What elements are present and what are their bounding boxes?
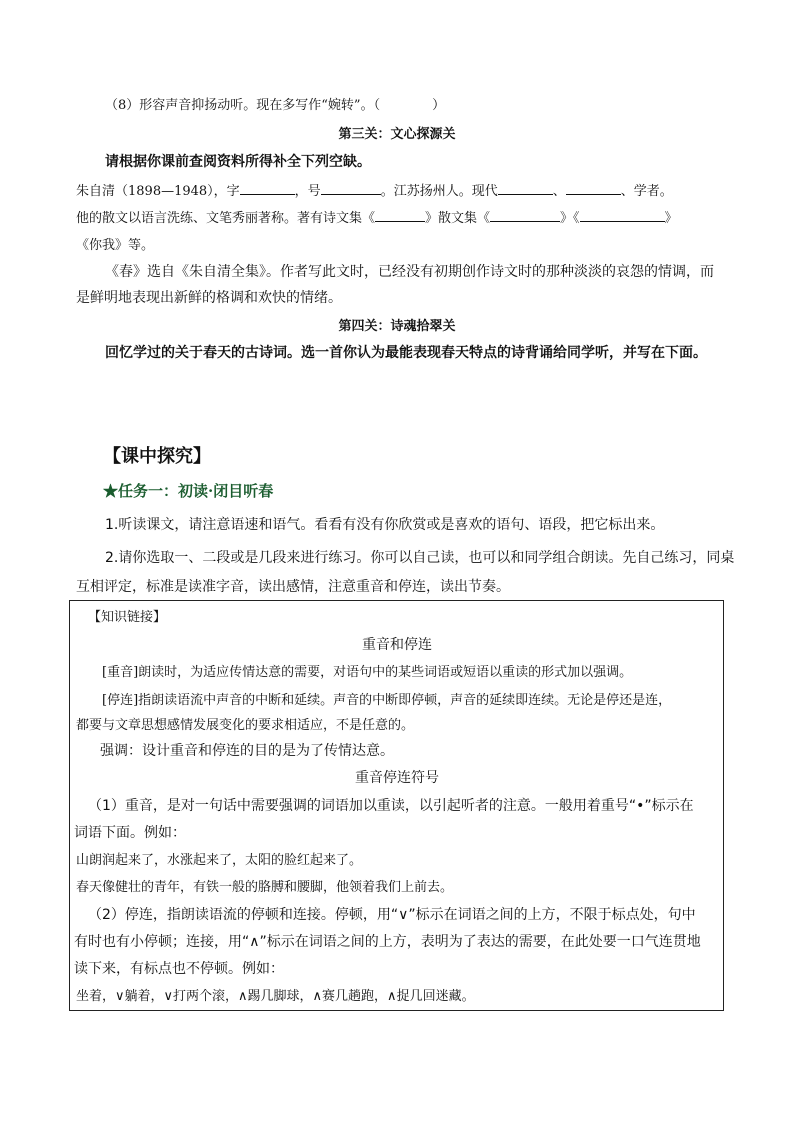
chun-line-1: 《春》选自《朱自清全集》。作者写此文时，已经没有初期创作诗文时的那种淡淡的哀怨的情调，而 <box>105 264 714 280</box>
task-title <box>103 480 273 501</box>
pause-para-line-3: 读下来，有标点也不停顿。例如： <box>74 961 284 977</box>
star-icon: ★ <box>103 482 119 500</box>
example-1: 山朗润起来了，水涨起来了，太阳的脸红起来了。 <box>76 853 363 868</box>
zhu-text-3: 。江苏扬州人。现代 <box>380 184 498 199</box>
level3-title: 第三关：文心探源关 <box>338 127 456 142</box>
zhu-text-2: ，号 <box>294 184 321 199</box>
level3-instruction: 请根据你课前查阅资料所得补全下列空缺。 <box>105 154 371 170</box>
knowledge-title-2: 重音停连符号 <box>355 770 439 786</box>
zhu-text-5: 、学者。 <box>620 184 673 199</box>
pause-para-line-1: （2）停连，指朗读语流的停顿和连接。停顿，用“∨”标示在词语之间的上方，不限于标点处，句中 <box>88 907 696 923</box>
tinglian-definition-line-2: 都要与文章思想感情发展变化的要求相适应，不是任意的。 <box>76 718 415 733</box>
zhu-text-1: 朱自清（1898—1948），字 <box>76 184 240 199</box>
pause-para-line-2: 有时也有小停顿；连接，用“∧”标示在词语之间的上方，表明为了表达的需要，在此处要一口气连贯地 <box>74 934 701 950</box>
section-title: 【课中探究】 <box>103 446 211 467</box>
blank-prose-2[interactable] <box>580 209 665 222</box>
task-title-text: 任务一：初读·闭目听春 <box>118 482 274 500</box>
stress-para-line-2: 词语下面。例如： <box>74 825 186 841</box>
zhu-line-3: 《你我》等。 <box>76 238 155 253</box>
task-para-2-line-2: 互相评定，标准是读准字音，读出感情，注意重音和停连，读出节奏。 <box>76 579 510 595</box>
example-3: 坐着，∨躺着，∨打两个滚，∧踢几脚球，∧赛几趟跑，∧捉几回迷藏。 <box>76 989 475 1004</box>
zhu-l2-text-2: 》散文集《 <box>425 211 491 226</box>
zhu-l2-text-1: 他的散文以语言洗练、文笔秀丽著称。著有诗文集《 <box>76 211 376 226</box>
level4-instruction: 回忆学过的关于春天的古诗词。选一首你认为最能表现春天特点的诗背诵给同学听，并写在下面。 <box>105 345 707 361</box>
tinglian-definition-line-1: [停连]指朗读语流中声音的中断和延续。声音的中断即停顿，声音的延续即连续。无论是停还是连， <box>102 693 672 708</box>
zhu-l2-text-4: 》 <box>664 211 678 226</box>
task-para-2-line-1: 2.请你选取一、二段或是几段来进行练习。你可以自己读，也可以和同学组合朗读。先自己练习，同桌 <box>105 550 735 566</box>
zhongyin-definition: [重音]朗读时，为适应传情达意的需要，对语句中的某些词语或短语以重读的形式加以强调。 <box>102 665 633 680</box>
blank-identity-1[interactable] <box>498 182 553 195</box>
emphasis-text: 强调：设计重音和停连的目的是为了传情达意。 <box>100 743 394 759</box>
blank-prose-1[interactable] <box>490 209 560 222</box>
item-8-close: ） <box>432 98 446 113</box>
level4-title: 第四关：诗魂拾翠关 <box>338 319 456 334</box>
stress-para-line-1: （1）重音，是对一句话中需要强调的词语加以重读，以引起听者的注意。一般用着重号“•”标示在 <box>88 798 694 814</box>
zhu-line-2 <box>76 207 678 226</box>
example-2: 春天像健壮的青年，有铁一般的胳膊和腰脚，他领着我们上前去。 <box>76 880 454 895</box>
zhu-line-1 <box>76 180 673 199</box>
knowledge-header: 【知识链接】 <box>88 610 167 625</box>
zhu-l2-text-3: 》《 <box>560 211 580 226</box>
task-para-1: 1.听读课文，请注意语速和语气。看看有没有你欣赏或是喜欢的语句、语段，把它标出来。 <box>105 517 665 533</box>
knowledge-title-1: 重音和停连 <box>362 637 432 653</box>
item-8-text: （8）形容声音抑扬动听。现在多写作“婉转”。（ <box>105 98 381 113</box>
chun-line-2: 是鲜明地表现出新鲜的格调和欢快的情绪。 <box>76 290 342 306</box>
zhu-text-4: 、 <box>552 184 566 199</box>
blank-zi[interactable] <box>240 182 295 195</box>
blank-hao[interactable] <box>321 182 381 195</box>
item-8 <box>105 94 445 113</box>
blank-identity-2[interactable] <box>566 182 621 195</box>
blank-poetry-collection[interactable] <box>375 209 425 222</box>
